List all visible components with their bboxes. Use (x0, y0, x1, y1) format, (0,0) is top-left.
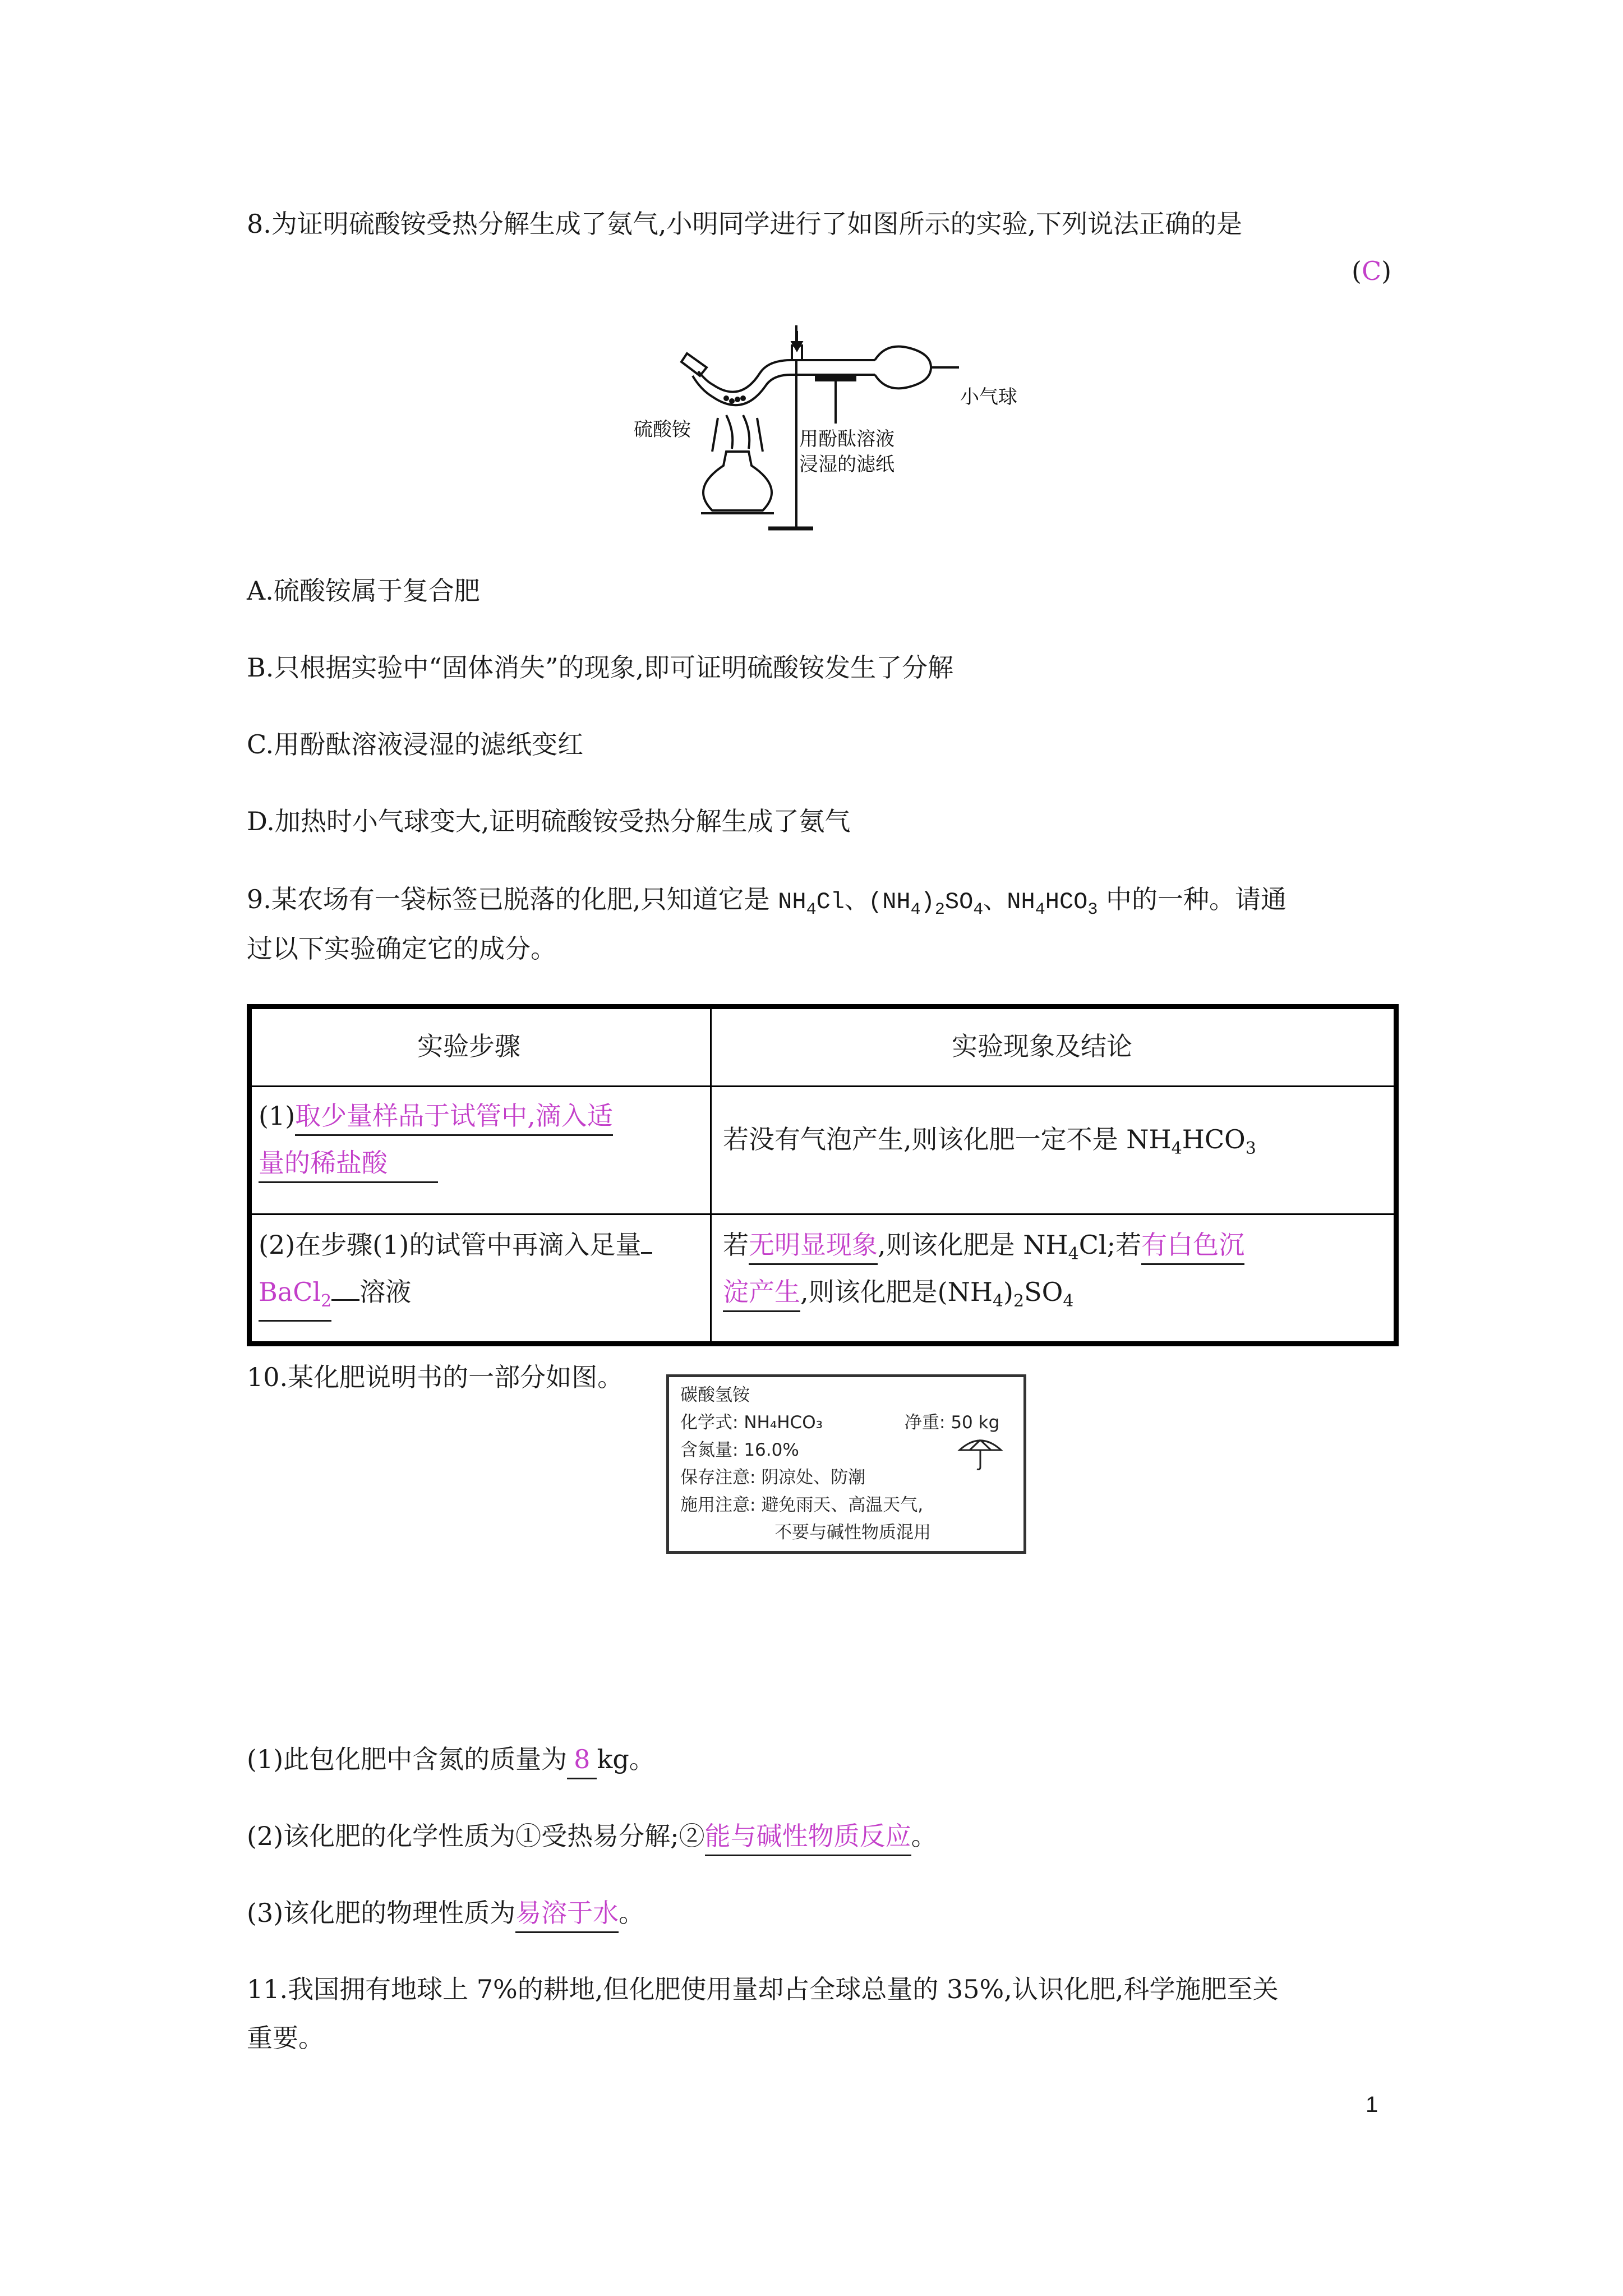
row1-answer-a: 取少量样品于试管中,滴入适 (295, 1097, 613, 1136)
row1-step-line1: (1)取少量样品于试管中,滴入适 (259, 1092, 613, 1139)
fertilizer-label (666, 1374, 1026, 1554)
row2-step-line1: (2)在步骤(1)的试管中再滴入足量 (259, 1221, 652, 1268)
header-step: 实验步骤 (417, 1031, 520, 1061)
row2-answer-2a: 有白色沉 (1141, 1226, 1244, 1265)
q10-sub3: (3)该化肥的物理性质为易溶于水。 (247, 1889, 644, 1937)
q8-answer: C (1361, 256, 1382, 286)
row2-answer-1: 无明显现象 (749, 1226, 878, 1265)
row2-result-line1: 若无明显现象,则该化肥是 $NH_4Cl$;若有白色沉 (723, 1221, 1244, 1278)
label-usage-row: 施用注意: 避免雨天、高温天气, (680, 1495, 924, 1515)
label-usage-row2: 不要与碱性物质混用 (774, 1522, 931, 1543)
header-result: 实验现象及结论 (952, 1031, 1132, 1061)
label-ammonium-sulfate: 硫酸铵 (634, 418, 691, 441)
experiment-table (247, 1004, 1399, 1346)
formula-nh4cl: $NH_4Cl$、$(NH_4)_2SO_4$、$NH_4HCO_3$ (778, 889, 1098, 919)
label-name: 碳酸氢铵 (680, 1385, 750, 1405)
row2-answer-2b: 淀产生 (723, 1273, 800, 1312)
label-balloon: 小气球 (960, 386, 1017, 408)
row1-answer-b: 量的稀盐酸 (259, 1144, 438, 1183)
label-storage-row: 保存注意: 阴凉处、防潮 (680, 1467, 866, 1488)
q10-sub1-answer: 8 (567, 1741, 597, 1779)
row1-result: 若没有气泡产生,则该化肥一定不是 $NH_4HCO_3$ (723, 1124, 1256, 1158)
q9-text-a: 9.某农场有一袋标签已脱落的化肥,只知道它是 (247, 884, 778, 914)
page-number: 1 (1366, 2092, 1378, 2117)
label-paper-1: 用酚酞溶液 (799, 428, 895, 450)
label-paper-2: 浸湿的滤纸 (799, 453, 895, 476)
row2-step-line2: BaCl$_2$ 溶液 (259, 1268, 411, 1322)
q10-sub1: (1)此包化肥中含氮的质量为8kg。 (247, 1735, 655, 1783)
q8-stem: 8.为证明硫酸铵受热分解生成了氨气,小明同学进行了如图所示的实验,下列说法正确的是 (247, 209, 1243, 239)
q8-option-c: C.用酚酞溶液浸湿的滤纸变红 (247, 729, 584, 760)
q8-answer-bracket (1352, 247, 1391, 295)
q10-sub2: (2)该化肥的化学性质为①受热易分解;②能与碱性物质反应。 (247, 1812, 937, 1860)
q10-stem: 10.某化肥说明书的一部分如图。 (247, 1362, 624, 1392)
q9-text-end: 中的一种。请通 (1098, 884, 1287, 914)
q8-option-d: D.加热时小气球变大,证明硫酸铵受热分解生成了氨气 (247, 806, 851, 836)
row2-result-line2: 淀产生,则该化肥是$(NH_4)_2SO_4$ (723, 1268, 1073, 1325)
table-rule-1 (252, 1085, 1394, 1087)
q9-stem-line2: 过以下实验确定它的成分。 (247, 933, 556, 964)
q8-option-a: A.硫酸铵属于复合肥 (247, 576, 480, 606)
q8-option-b: B.只根据实验中“固体消失”的现象,即可证明硫酸铵发生了分解 (247, 652, 954, 683)
q11-line2: 重要。 (247, 2023, 324, 2053)
table-divider (710, 1009, 712, 1341)
q11-line1: 11.我国拥有地球上 7%的耕地,但化肥使用量却占全球总量的 35%,认识化肥,科学施肥至关 (247, 1974, 1279, 2004)
row2-answer: BaCl$_2$ (259, 1273, 331, 1322)
row1-step-line2 (259, 1139, 438, 1186)
label-weight-row: 净重: 50 kg (905, 1412, 1000, 1433)
bracket-close: ) (1381, 256, 1392, 286)
label-formula-row: 化学式: NH₄HCO₃ (680, 1412, 823, 1433)
label-nitrogen-row: 含氮量: 16.0% (680, 1440, 799, 1460)
umbrella-icon (955, 1433, 1006, 1473)
q10-sub2-answer: 能与碱性物质反应 (705, 1818, 911, 1856)
bracket-open: ( (1352, 256, 1362, 286)
q10-sub3-answer: 易溶于水 (515, 1894, 619, 1933)
table-rule-2 (252, 1213, 1394, 1215)
